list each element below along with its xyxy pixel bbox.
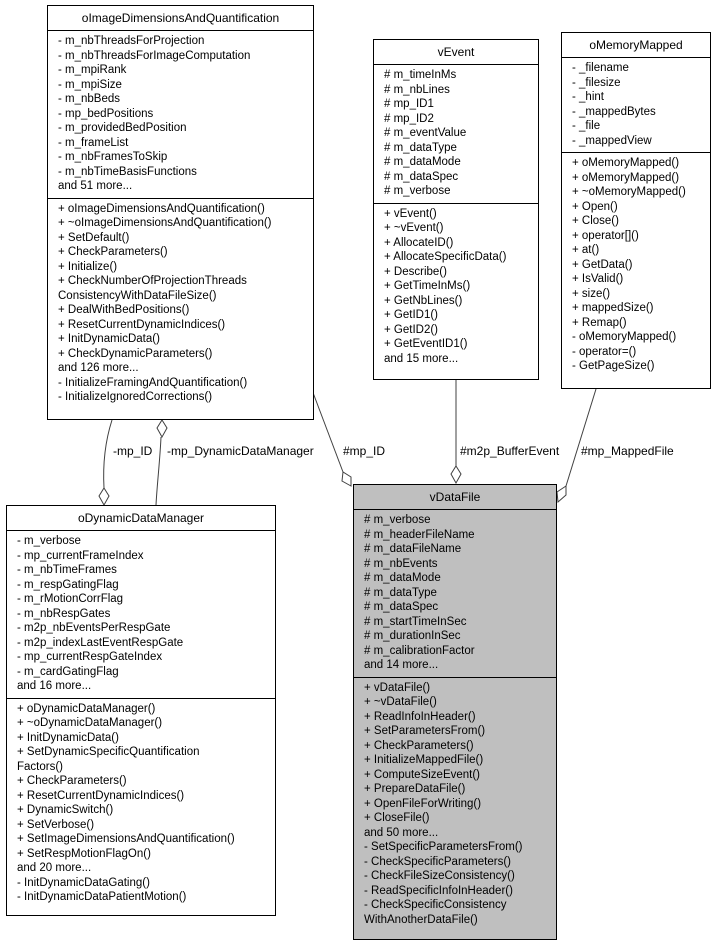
class-memory-mapped[interactable] bbox=[561, 32, 711, 389]
diamond-mp-id-vdf bbox=[342, 472, 351, 486]
method-row: - CheckFileSizeConsistency() bbox=[364, 870, 515, 882]
method-row: + PrepareDataFile() bbox=[364, 783, 466, 795]
class-title: vDataFile bbox=[354, 485, 556, 510]
methods-section bbox=[48, 198, 313, 409]
method-row: + ResetCurrentDynamicIndices() bbox=[58, 318, 226, 331]
method-row: + operator[]() bbox=[572, 229, 639, 242]
method-row: - InitializeIgnoredCorrections() bbox=[58, 391, 213, 403]
class-title: vEvent bbox=[374, 40, 538, 65]
method-row: + Open() bbox=[572, 200, 618, 213]
method-row: - InitDynamicDataPatientMotion() bbox=[17, 891, 187, 903]
method-row: ConsistencyWithDataFileSize() bbox=[58, 289, 217, 302]
method-row: + SetDynamicSpecificQuantification bbox=[17, 746, 200, 758]
method-row: + oImageDimensionsAndQuantification() bbox=[58, 202, 265, 215]
method-row: + oDynamicDataManager() bbox=[17, 702, 156, 715]
attribute-row: - m_nbRespGates bbox=[17, 607, 111, 620]
attributes-section bbox=[374, 65, 538, 203]
attribute-row: - _filesize bbox=[572, 76, 621, 89]
edge-label-m2p-buffer: #m2p_BufferEvent bbox=[460, 444, 560, 458]
attribute-row: - m_nbTimeBasisFunctions bbox=[58, 165, 197, 178]
method-row: + AllocateID() bbox=[384, 236, 454, 249]
attribute-row: - m_frameList bbox=[58, 136, 129, 149]
method-row: + ~oDynamicDataManager() bbox=[17, 717, 163, 729]
attribute-row: - m2p_nbEventsPerRespGate bbox=[17, 622, 171, 634]
edge-label-mp-dynamic: -mp_DynamicDataManager bbox=[167, 444, 314, 458]
method-row: + OpenFileForWriting() bbox=[364, 797, 482, 810]
method-row: WithAnotherDataFile() bbox=[364, 913, 478, 926]
attribute-row: # m_nbLines bbox=[384, 83, 450, 96]
attributes-section bbox=[562, 58, 710, 152]
method-row: + SetDefault() bbox=[58, 231, 130, 244]
method-row: + GetData() bbox=[572, 258, 633, 271]
method-row: + ~vEvent() bbox=[384, 222, 444, 234]
attributes-section bbox=[48, 31, 313, 198]
method-row: + InitDynamicData() bbox=[17, 731, 119, 744]
edge-label-mp-id-vdf: #mp_ID bbox=[343, 444, 386, 458]
attribute-row: - _file bbox=[572, 120, 601, 132]
method-row: + SetImageDimensionsAndQuantification() bbox=[17, 833, 235, 845]
class-image-dimensions-and-quantification[interactable] bbox=[47, 5, 314, 420]
attribute-row: # m_dataMode bbox=[364, 572, 441, 584]
method-row: + CheckNumberOfProjectionThreads bbox=[58, 275, 247, 287]
method-row: - GetPageSize() bbox=[572, 360, 655, 372]
methods-section bbox=[7, 698, 275, 909]
attribute-row: - mp_currentRespGateIndex bbox=[17, 651, 163, 663]
attribute-row: # m_dataSpec bbox=[384, 170, 459, 183]
method-row: Factors() bbox=[17, 760, 63, 773]
methods-section bbox=[354, 677, 556, 932]
method-row: + SetVerbose() bbox=[17, 818, 95, 831]
method-row: + ComputeSizeEvent() bbox=[364, 768, 481, 781]
attribute-row: # m_nbEvents bbox=[364, 557, 438, 570]
attribute-row: - m_nbThreadsForProjection bbox=[58, 35, 205, 47]
attribute-row: # m_headerFileName bbox=[364, 528, 475, 541]
attribute-row: and 51 more... bbox=[58, 180, 133, 192]
method-row: + ~oImageDimensionsAndQuantification() bbox=[58, 217, 272, 229]
attribute-row: # m_verbose bbox=[364, 514, 431, 526]
attribute-row: # m_verbose bbox=[384, 185, 451, 197]
class-vdatafile[interactable] bbox=[353, 484, 557, 940]
method-row: and 50 more... bbox=[364, 826, 439, 839]
method-row: + DynamicSwitch() bbox=[17, 804, 114, 816]
method-row: + Initialize() bbox=[58, 260, 118, 273]
attribute-row: # m_eventValue bbox=[384, 127, 467, 139]
diamond-m2p-buffer bbox=[451, 466, 461, 483]
method-row: + CheckParameters() bbox=[17, 775, 127, 787]
method-row: + ReadInfoInHeader() bbox=[364, 710, 476, 723]
method-row: + Close() bbox=[572, 215, 619, 227]
attribute-row: - m_nbFramesToSkip bbox=[58, 151, 168, 163]
method-row: + SetRespMotionFlagOn() bbox=[17, 847, 151, 860]
method-row: + InitializeMappedFile() bbox=[364, 754, 484, 766]
diamond-mp-mapped bbox=[557, 486, 566, 502]
attribute-row: # mp_ID2 bbox=[384, 112, 434, 125]
method-row: and 15 more... bbox=[384, 352, 459, 365]
method-row: - InitializeFramingAndQuantification() bbox=[58, 376, 248, 389]
method-row: + GetEventID1() bbox=[384, 338, 468, 350]
method-row: - SetSpecificParametersFrom() bbox=[364, 841, 523, 853]
attribute-row: - _mappedBytes bbox=[572, 105, 656, 118]
method-row: + ~vDataFile() bbox=[364, 696, 437, 708]
attributes-section bbox=[7, 531, 275, 698]
attribute-row: # m_dataMode bbox=[384, 156, 461, 168]
method-row: + vDataFile() bbox=[364, 681, 431, 694]
attribute-row: - _mappedView bbox=[572, 134, 652, 147]
method-row: + oMemoryMapped() bbox=[572, 171, 680, 184]
method-row: + CheckDynamicParameters() bbox=[58, 347, 213, 360]
edge-image-dim-to-vdatafile bbox=[312, 390, 343, 472]
attributes-section bbox=[354, 510, 556, 677]
method-row: + oMemoryMapped() bbox=[572, 157, 680, 169]
attribute-row: # m_dataSpec bbox=[364, 601, 439, 613]
attribute-row: # m_calibrationFactor bbox=[364, 644, 475, 657]
method-row: + DealWithBedPositions() bbox=[58, 304, 190, 316]
attribute-row: - m_nbTimeFrames bbox=[17, 564, 117, 576]
attribute-row: - m_nbThreadsForImageComputation bbox=[58, 49, 251, 62]
attribute-row: - _filename bbox=[572, 62, 629, 74]
attribute-row: - m_cardGatingFlag bbox=[17, 665, 119, 678]
method-row: + SetParametersFrom() bbox=[364, 725, 486, 737]
edge-dynamic-manager-to-image-dim bbox=[156, 437, 161, 505]
method-row: + CloseFile() bbox=[364, 812, 430, 824]
edge-label-mp-id: -mp_ID bbox=[113, 444, 153, 458]
edge-label-mp-mapped: #mp_MappedFile bbox=[581, 444, 674, 458]
class-title: oMemoryMapped bbox=[562, 33, 710, 58]
method-row: + ResetCurrentDynamicIndices() bbox=[17, 789, 185, 802]
method-row: + size() bbox=[572, 287, 611, 300]
method-row: + GetTimeInMs() bbox=[384, 280, 471, 292]
method-row: + Describe() bbox=[384, 265, 447, 278]
method-row: + mappedSize() bbox=[572, 302, 654, 314]
method-row: - CheckSpecificParameters() bbox=[364, 855, 511, 868]
attribute-row: and 16 more... bbox=[17, 680, 92, 692]
attribute-row: - _hint bbox=[572, 91, 604, 103]
method-row: - InitDynamicDataGating() bbox=[17, 876, 150, 889]
attribute-row: - mp_bedPositions bbox=[58, 107, 154, 120]
attribute-row: # m_dataFileName bbox=[364, 543, 462, 555]
attribute-row: - m_verbose bbox=[17, 535, 81, 547]
class-vevent[interactable] bbox=[373, 39, 539, 380]
method-row: + IsValid() bbox=[572, 273, 624, 285]
method-row: + AllocateSpecificData() bbox=[384, 251, 507, 263]
method-row: + GetID1() bbox=[384, 309, 439, 321]
attribute-row: - m_nbBeds bbox=[58, 93, 121, 105]
method-row: + ~oMemoryMapped() bbox=[572, 186, 686, 198]
method-row: - operator=() bbox=[572, 345, 637, 358]
method-row: - oMemoryMapped() bbox=[572, 331, 677, 343]
attribute-row: # mp_ID1 bbox=[384, 98, 434, 110]
methods-section bbox=[374, 203, 538, 371]
method-row: + vEvent() bbox=[384, 207, 437, 220]
method-row: - CheckSpecificConsistency bbox=[364, 899, 507, 911]
method-row: - ReadSpecificInfoInHeader() bbox=[364, 884, 513, 897]
methods-section bbox=[562, 152, 710, 378]
attribute-row: # m_startTimeInSec bbox=[364, 615, 467, 628]
edge-memmapped-to-vdatafile bbox=[566, 389, 596, 486]
attribute-row: - m2p_indexLastEventRespGate bbox=[17, 636, 184, 649]
attribute-row: - m_mpiSize bbox=[58, 78, 122, 91]
class-title: oImageDimensionsAndQuantification bbox=[48, 6, 313, 31]
diamond-mp-id bbox=[99, 488, 109, 505]
attribute-row: - m_mpiRank bbox=[58, 64, 127, 76]
class-title: oDynamicDataManager bbox=[7, 506, 275, 531]
attribute-row: - m_respGatingFlag bbox=[17, 578, 119, 591]
class-dynamic-data-manager[interactable] bbox=[6, 505, 276, 916]
method-row: + CheckParameters() bbox=[364, 739, 474, 752]
method-row: + CheckParameters() bbox=[58, 246, 168, 258]
method-row: + GetNbLines() bbox=[384, 294, 463, 307]
attribute-row: - mp_currentFrameIndex bbox=[17, 549, 144, 562]
attribute-row: and 14 more... bbox=[364, 659, 439, 671]
attribute-row: - m_providedBedPosition bbox=[58, 122, 187, 134]
method-row: + InitDynamicData() bbox=[58, 333, 160, 345]
diamond-mp-dynamic bbox=[157, 420, 167, 437]
attribute-row: - m_rMotionCorrFlag bbox=[17, 593, 124, 605]
method-row: + GetID2() bbox=[384, 323, 439, 336]
attribute-row: # m_dataType bbox=[384, 141, 457, 154]
attribute-row: # m_timeInMs bbox=[384, 69, 457, 81]
method-row: and 126 more... bbox=[58, 362, 139, 374]
method-row: + Remap() bbox=[572, 316, 627, 329]
edge-mp-id-to-dynamic-manager bbox=[104, 420, 112, 488]
method-row: and 20 more... bbox=[17, 862, 92, 874]
method-row: + at() bbox=[572, 244, 600, 256]
attribute-row: # m_durationInSec bbox=[364, 630, 461, 642]
attribute-row: # m_dataType bbox=[364, 586, 437, 599]
